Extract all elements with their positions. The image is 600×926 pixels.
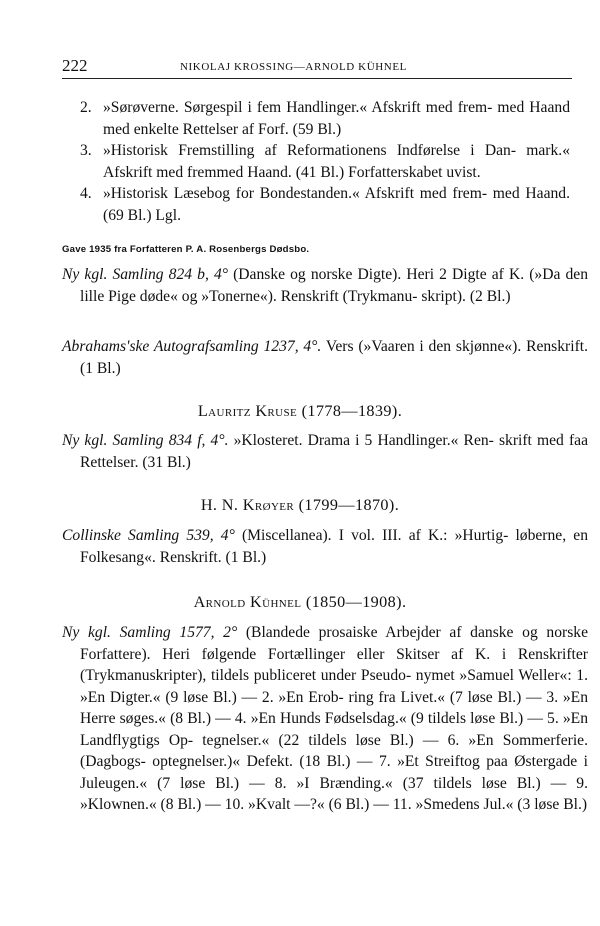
collection-reference: Collinske Samling 539, 4° [62,527,235,544]
page-number: 222 [62,56,88,75]
entry-text: (Blandede prosaiske Arbejder af danske og norske Forfattere). Heri følgende Fortællinger eller Skitser af K. i Renskrifter (Trykmanuskripter), tildels publiceret under Pseudo- nymet »Samuel Weller«: 1. »En Digter.« (9 løse Bl.) — 2. »En Erob- ring fra Livet.« (7 løse Bl.) — 3. »En Herre søges.« (8 Bl.) — 4. »En Hunds Fødselsdag.« (9 tildels løse Bl.) — 5. »En Landflygtigs Op- tegnelser.« (22 tildels løse Bl.) — 6. »En Sommerferie. (Dagbogs- optegnelser.)« Defekt. (18 Bl.) — 7. »Et Streiftog paa Østergade i Juleugen.« (7 løse Bl.) — 8. »I Brænding.« (37 tildels løse Bl.) — 9. »Klownen.« (8 Bl.) — 10. »Kvalt —?« (6 Bl.) — 11. »Smedens Jul.« (3 løse Bl.) [80,624,588,813]
page-header [62,56,572,78]
running-title: NIKOLAJ KROSSING—ARNOLD KÜHNEL [180,61,407,73]
section-heading: Lauritz Kruse (1778—1839). [197,402,403,420]
section-heading: H. N. Krøyer (1799—1870). [200,496,400,514]
section-heading: Arnold Kühnel (1850—1908). [193,593,407,611]
catalog-entry [62,622,588,816]
collection-reference: Ny kgl. Samling 834 f, 4°. [62,432,229,449]
entry-text: (Danske og norske Digte). Heri 2 Digte af K. (»Da den lille Pige døde« og »Tonerne«). Renskrift (Trykmanu- skript). (2 Bl.) [80,266,588,305]
entry-text: (Miscellanea). I vol. III. af K.: »Hurtig- løberne, en Folkesang«. Renskrift. (1 Bl.) [80,527,588,566]
catalog-entry [62,525,588,568]
entry-text: »Klosteret. Drama i 5 Handlinger.« Ren- skrift med faa Rettelser. (31 Bl.) [80,432,588,471]
catalog-entry [62,336,588,379]
numbered-list [80,97,570,226]
list-item [80,140,570,183]
collection-reference: Ny kgl. Samling 824 b, 4° [62,266,228,283]
collection-reference: Abrahams'ske Autografsamling 1237, 4°. [62,338,322,355]
collection-reference: Ny kgl. Samling 1577, 2° [62,624,238,641]
item-text: »Historisk Læsebog for Bondestanden.« Afskrift med frem- med Haand. (69 Bl.) Lgl. [103,185,570,224]
item-number: 2. [80,99,92,116]
item-number: 3. [80,142,92,159]
entry-text: Vers (»Vaaren i den skjønne«). Renskrift. (1 Bl.) [80,338,589,377]
item-number: 4. [80,185,92,202]
header-rule [62,78,572,79]
gift-note: Gave 1935 fra Forfatteren P. A. Rosenbergs Dødsbo. [62,244,310,255]
item-text: »Historisk Fremstilling af Reformationens Indførelse i Dan- mark.« Afskrift med fremmed Haand. (41 Bl.) Forfatterskabet uvist. [103,142,570,181]
list-item [80,183,570,226]
catalog-entry [62,264,588,307]
catalog-entry [62,430,588,473]
list-item [80,97,570,140]
item-text: »Sørøverne. Sørgespil i fem Handlinger.« Afskrift med frem- med Haand med enkelte Rettelser af Forf. (59 Bl.) [103,99,570,138]
